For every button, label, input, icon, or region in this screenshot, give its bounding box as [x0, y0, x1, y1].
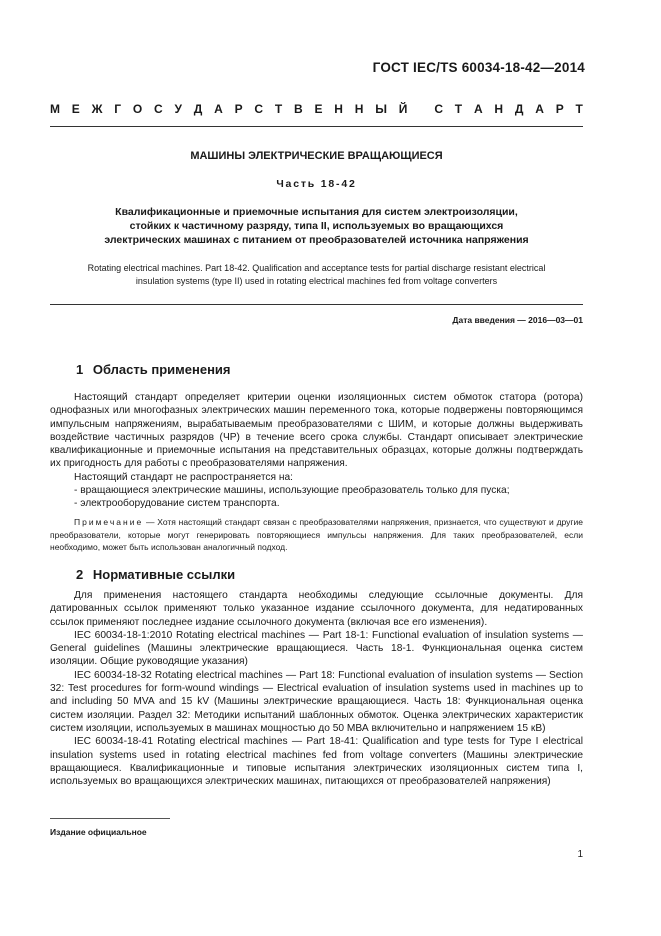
reference-item: IEC 60034-18-32 Rotating electrical machines — Part 18: Functional evaluation of insulation systems — Section 32: Test procedures for form-wound windings — Electrical evaluation of insulation systems used in machines up to and including 50 MVA and 15 kV (Машины электрические вращающиеся. Часть 18: Функциональная оценка систем изоляции. Раздел 32: Методики испытаний шаблонных обмоток. Оценка электрических характеристик систем изоляции, используемых в машинах мощностью до 50 МВА включительно и напряжением 15 кВ) [50, 669, 583, 734]
heading-letter: Р [555, 102, 564, 116]
heading-letter: Т [575, 102, 583, 116]
section-title: Нормативные ссылки [92, 567, 236, 582]
heading-letter: А [214, 102, 223, 116]
heading-letter: С [254, 102, 264, 116]
heading-letter: Й [398, 102, 408, 116]
document-title: МАШИНЫ ЭЛЕКТРИЧЕСКИЕ ВРАЩАЮЩИЕСЯ [190, 150, 443, 162]
heading-letter: Ж [91, 102, 103, 116]
note-label: Примечание [74, 517, 144, 527]
header-rule [50, 126, 583, 127]
heading-letter [419, 102, 422, 116]
footer-rule [50, 818, 170, 819]
list-item: - электрооборудование систем транспорта. [74, 498, 280, 510]
section-1-body [50, 391, 583, 511]
subtitle-line: стойких к частичному разряду, типа II, используемых во вращающихся [129, 220, 504, 232]
english-title [50, 262, 583, 288]
heading-letter: У [174, 102, 182, 116]
list-item: - вращающиеся электрические машины, использующие преобразователь только для пуска; [74, 485, 510, 497]
heading-letter: М [50, 102, 60, 116]
note-text: — Хотя настоящий стандарт связан с преобразователями напряжения, признается, что существуют и другие преобразователи, которые могут генерировать повторяющиеся импульсы напряжения. Для таких преобразователей, если необходимо, может быть использован аналогичный подход. [50, 517, 583, 553]
subtitle-line: электрических машинах с питанием от преобразователей источника напряжения [104, 234, 529, 246]
section-number: 1 [76, 362, 84, 377]
subtitle-line: Квалификационные и приемочные испытания для систем электроизоляции, [115, 206, 518, 218]
heading-letter: С [154, 102, 163, 116]
reference-item: IEC 60034-18-1:2010 Rotating electrical machines — Part 18-1: Functional evaluation of insulation systems — General guidelines (Машины электрические вращающиеся. Часть 18-1. Функциональная оценка систем изоляции. Общие руководящие указания) [50, 629, 583, 668]
section-number: 2 [76, 567, 84, 582]
heading-letter: Н [334, 102, 343, 116]
heading-letter: А [473, 102, 483, 116]
english-title-line: Rotating electrical machines. Part 18-42. Qualification and acceptance tests for partial discharge resistant electrical [87, 263, 546, 273]
heading-letter: О [132, 102, 143, 116]
paragraph: Настоящий стандарт определяет критерии оценки изоляционных систем обмоток статора (ротора) однофазных или многофазных электрических машин переменного тока, которые подвержены повторяющимся импульсным напряжениям, вырабатываемым преобразователями с ШИМ, и которые должны выдерживать воздействие частичных разрядов (ЧР) в течение всего срока службы. Стандарт описывает электрические квалификационные и приемочные испытания на представительных образцах, которые должны подтверждать их пригодность для работы с преобразователями напряжения. [50, 392, 583, 470]
part-title: Часть 18-42 [276, 178, 357, 190]
heading-letter: Ы [375, 102, 387, 116]
standard-number: ГОСТ IEC/TS 60034-18-42—2014 [372, 60, 585, 75]
heading-letter: Е [314, 102, 323, 116]
note [50, 516, 583, 554]
heading-letter: Н [494, 102, 504, 116]
heading-letter: Д [514, 102, 524, 116]
section-title: Область применения [92, 362, 231, 377]
interstate-standard-heading [50, 102, 583, 116]
heading-letter: Т [454, 102, 463, 116]
heading-letter: Е [71, 102, 80, 116]
heading-letter: Р [234, 102, 243, 116]
document-subtitle [50, 205, 583, 247]
section-2-body [50, 589, 583, 788]
heading-letter: Д [193, 102, 203, 116]
paragraph: Настоящий стандарт не распространяется на: [74, 471, 294, 483]
heading-letter: Г [114, 102, 122, 116]
page-number: 1 [577, 849, 583, 860]
introduction-date: Дата введения — 2016—03—01 [452, 315, 583, 325]
heading-letter: Н [354, 102, 364, 116]
heading-letter: Т [274, 102, 283, 116]
reference-item: IEC 60034-18-41 Rotating electrical machines — Part 18-41: Qualification and type tests for Type I electrical insulation systems used in rotating electrical machines fed from voltage converters (Машины электрические вращающиеся. Квалификационные и типовые испытания электрических изоляционных систем типа I, используемых во вращающихся электрических машинах, питающихся от преобразователей напряжения) [50, 736, 583, 788]
title-rule [50, 304, 583, 305]
heading-letter: А [535, 102, 544, 116]
section-2-heading [76, 567, 235, 582]
official-edition-label: Издание официальное [50, 827, 147, 837]
english-title-line: insulation systems (type II) used in rotating electrical machines fed from voltage converters [135, 276, 498, 286]
paragraph: Для применения настоящего стандарта необходимы следующие ссылочные документы. Для датированных ссылок применяют только указанное издание ссылочного документа, для недатированных ссылок применяют последнее издание ссылочного документа (включая все его изменения). [50, 590, 583, 628]
heading-letter: С [434, 102, 443, 116]
heading-letter: В [294, 102, 303, 116]
section-1-heading [76, 362, 231, 377]
